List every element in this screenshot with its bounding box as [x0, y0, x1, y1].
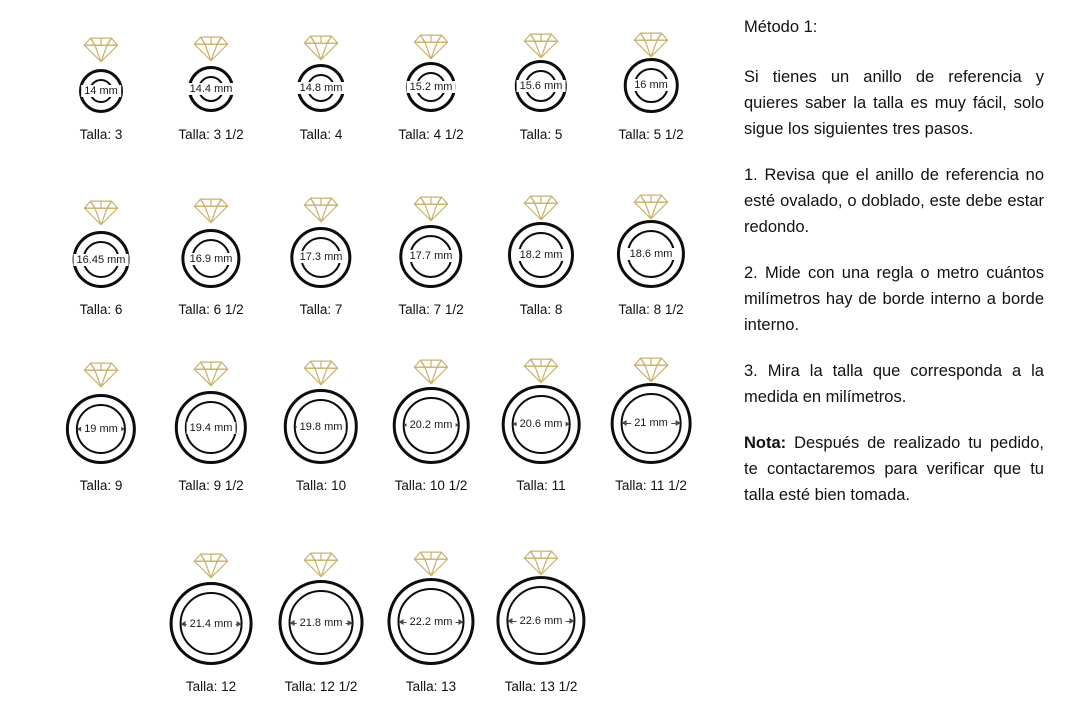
ring-graphic [266, 192, 376, 294]
ring-size-cell [486, 30, 596, 142]
ring-size-label: Talla: 8 1/2 [618, 302, 684, 318]
ring-graphic [156, 192, 266, 294]
diamond-icon [300, 196, 342, 228]
diameter-mm-label: 20.6 mm [517, 418, 566, 430]
ring-size-label: Talla: 6 [79, 302, 123, 318]
diameter-mm-label: 17.3 mm [297, 251, 346, 263]
diameter-mm-label: 22.2 mm [407, 616, 456, 628]
diamond-icon [190, 197, 232, 229]
diameter-mm-label: 17.7 mm [407, 250, 456, 262]
ring-graphic [46, 30, 156, 119]
diamond-icon [410, 358, 452, 390]
ring-size-cell [266, 355, 376, 493]
ring-graphic [486, 30, 596, 119]
ring-size-label: Talla: 10 [295, 477, 347, 493]
ring-size-label: Talla: 9 1/2 [178, 477, 244, 493]
ring-graphic [596, 355, 706, 470]
ring-size-label: Talla: 7 1/2 [398, 302, 464, 318]
diameter-mm-label: 21.8 mm [297, 617, 346, 629]
diameter-mm-label: 16.9 mm [187, 253, 236, 265]
ring-size-cell [156, 30, 266, 142]
diamond-icon [190, 360, 232, 392]
ring-size-label: Talla: 9 [79, 477, 123, 493]
diameter-mm-label: 14.4 mm [187, 83, 236, 95]
ring-size-cell [376, 548, 486, 695]
ring-graphic [266, 355, 376, 470]
ring-size-cell [266, 30, 376, 142]
ring-graphic [46, 355, 156, 470]
diamond-icon [300, 551, 342, 583]
diamond-icon [300, 34, 342, 66]
ring-size-label: Talla: 5 [519, 126, 563, 142]
diamond-icon [300, 359, 342, 391]
diameter-mm-label: 18.6 mm [627, 248, 676, 260]
ring-graphic [596, 192, 706, 294]
ring-graphic [376, 30, 486, 119]
diameter-mm-label: 20.2 mm [407, 419, 456, 431]
ring-size-cell [46, 192, 156, 318]
ring-size-label: Talla: 6 1/2 [178, 302, 244, 318]
ring-size-cell [486, 548, 596, 695]
ring-size-label: Talla: 13 1/2 [504, 679, 578, 695]
ring-graphic [486, 355, 596, 470]
ring-size-cell [486, 355, 596, 493]
diamond-icon [410, 33, 452, 65]
diamond-icon [190, 35, 232, 67]
ring-size-label: Talla: 12 1/2 [284, 679, 358, 695]
instructions-step-3: 3. Mira la talla que corresponda a la medida en milímetros. [744, 362, 1044, 406]
diameter-mm-label: 19 mm [81, 423, 121, 435]
ring-size-cell [156, 192, 266, 318]
note-text: Después de realizado tu pedido, te contactaremos para verificar que tu talla esté bien tomada. [744, 434, 1044, 504]
ring-size-label: Talla: 3 [79, 126, 123, 142]
ring-size-label: Talla: 11 [516, 477, 566, 493]
diamond-icon [80, 36, 122, 68]
diameter-mm-label: 21.4 mm [187, 618, 236, 630]
ring-size-cell [486, 192, 596, 318]
diameter-mm-label: 18.2 mm [517, 249, 566, 261]
instructions-heading: Método 1: [744, 18, 818, 36]
instructions-note [744, 430, 1044, 508]
ring-graphic [266, 30, 376, 119]
ring-graphic [156, 355, 266, 470]
ring-graphic [486, 548, 596, 671]
ring-size-cell [46, 355, 156, 493]
ring-size-cell [596, 355, 706, 493]
ring-graphic [46, 192, 156, 294]
ring-size-label: Talla: 5 1/2 [618, 126, 684, 142]
ring-size-cell [46, 30, 156, 142]
ring-size-cell [376, 355, 486, 493]
diameter-mm-label: 14 mm [81, 85, 121, 97]
note-label: Nota: [744, 434, 787, 452]
diameter-mm-label: 15.2 mm [407, 81, 456, 93]
diameter-mm-label: 22.6 mm [517, 615, 566, 627]
ring-size-label: Talla: 4 1/2 [398, 126, 464, 142]
ring-size-label: Talla: 10 1/2 [394, 477, 468, 493]
ring-graphic [156, 548, 266, 671]
ring-graphic [266, 548, 376, 671]
diameter-mm-label: 16.45 mm [74, 254, 129, 266]
ring-size-cell [376, 192, 486, 318]
diamond-icon [410, 195, 452, 227]
ring-size-cell [266, 192, 376, 318]
ring-size-cell [156, 355, 266, 493]
ring-graphic [376, 355, 486, 470]
ring-graphic [376, 192, 486, 294]
ring-size-cell [596, 30, 706, 142]
ring-size-label: Talla: 3 1/2 [178, 126, 244, 142]
ring-size-cell [596, 192, 706, 318]
ring-size-label: Talla: 12 [185, 679, 237, 695]
diameter-mm-label: 14.8 mm [297, 82, 346, 94]
ring-graphic [486, 192, 596, 294]
ring-graphic [596, 30, 706, 119]
diamond-icon [190, 552, 232, 584]
diameter-mm-label: 19.4 mm [187, 422, 236, 434]
instructions-intro: Si tienes un anillo de referencia y quieres saber la talla es muy fácil, solo sigue los siguientes tres pasos. [744, 68, 1044, 138]
diameter-mm-label: 21 mm [631, 417, 671, 429]
ring-graphic [376, 548, 486, 671]
ring-size-label: Talla: 7 [299, 302, 343, 318]
ring-size-cell [266, 548, 376, 695]
instructions-step-2: 2. Mide con una regla o metro cuántos milímetros hay de borde interno a borde interno. [744, 264, 1044, 334]
instructions-panel [744, 14, 1044, 698]
instructions-step-1: 1. Revisa que el anillo de referencia no esté ovalado, o doblado, este debe estar redondo. [744, 166, 1044, 236]
ring-size-label: Talla: 13 [405, 679, 457, 695]
ring-size-label: Talla: 8 [519, 302, 563, 318]
ring-size-label: Talla: 11 1/2 [615, 477, 687, 493]
diameter-mm-label: 15.6 mm [517, 80, 566, 92]
ring-size-cell [376, 30, 486, 142]
ring-graphic [156, 30, 266, 119]
diamond-icon [80, 199, 122, 231]
ring-size-cell [156, 548, 266, 695]
diameter-mm-label: 19.8 mm [297, 421, 346, 433]
diameter-mm-label: 16 mm [631, 79, 671, 91]
diamond-icon [80, 361, 122, 393]
ring-size-label: Talla: 4 [299, 126, 343, 142]
